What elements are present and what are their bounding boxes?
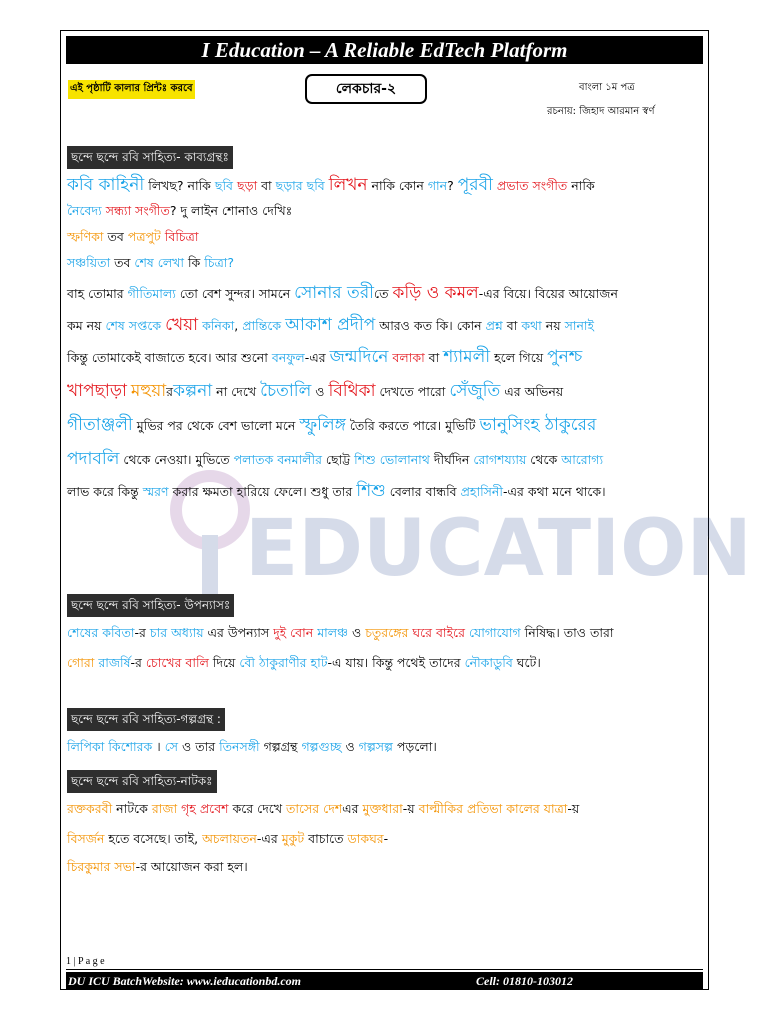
book-title: রোগশয্যায়: [473, 452, 527, 467]
book-title: সন্ধ্যা সংগীত: [105, 203, 170, 218]
book-title: কথা: [521, 318, 542, 333]
text-segment: দেখতে পারো: [375, 384, 450, 399]
book-title: শেষ সপ্তকে: [105, 318, 162, 333]
text-segment: বেলার বান্ধবি: [385, 484, 461, 499]
book-title: আকাশ প্রদীপ: [285, 315, 376, 335]
text-segment: -: [383, 831, 389, 846]
book-title: ছবি: [214, 178, 234, 193]
book-title: স্ফুলিঙ্গ: [299, 415, 346, 435]
book-title: স্মরণ: [142, 484, 169, 499]
subject-label: বাংলা ১ম পত্র: [579, 82, 635, 93]
book-title: গান: [427, 178, 448, 193]
text-segment: মুভির পর থেকে বেশ ভালো মনে: [132, 418, 300, 433]
text-segment: দিয়ে: [208, 655, 240, 670]
footer-phone: Cell: 01810-103012: [476, 974, 573, 988]
text-segment: -র আয়োজন করা হল।: [135, 859, 248, 874]
book-title: খেয়া: [165, 315, 199, 335]
section-heading: ছন্দে ছন্দে রবি সাহিত্য-নাটকঃ: [67, 770, 217, 793]
book-title: চিত্রা?: [204, 255, 235, 270]
text-segment: ?: [447, 178, 458, 193]
text-segment: নাটকে: [112, 801, 152, 816]
book-title: গোরা: [67, 655, 95, 670]
text-segment: বাহ তোমার: [67, 286, 128, 301]
book-title: বাল্মীকির প্রতিভা: [418, 801, 503, 816]
text-segment: ও: [341, 739, 359, 754]
text-segment: -র: [134, 625, 150, 640]
text-line: [67, 198, 701, 224]
text-line: [67, 312, 701, 338]
text-segment: -এর: [256, 831, 282, 846]
book-title: অচলায়তন: [202, 831, 257, 846]
book-title: শিশু ভোলানাথ: [354, 452, 430, 467]
book-title: লিপিকা: [67, 739, 105, 754]
book-title: প্রভাত সংগীত: [496, 178, 568, 193]
text-segment: -য়: [567, 801, 580, 816]
book-title: বৌ ঠাকুরাণীর হাট: [239, 655, 328, 670]
book-title: যোগাযোগ: [468, 625, 521, 640]
book-title: বিচিত্রা: [164, 229, 199, 244]
book-title: শেষের কবিতা: [67, 625, 135, 640]
book-title: কনিকা: [202, 318, 235, 333]
footer-divider: [66, 969, 703, 970]
text-segment: তৈরি করতে পারে। মুভিটি: [345, 418, 480, 433]
book-title: চিরকুমার সভা: [67, 859, 136, 874]
book-title: ডাকঘর: [347, 831, 384, 846]
book-title: সোনার তরী: [294, 283, 375, 303]
book-title: চার অধ্যায়: [149, 625, 204, 640]
book-title: কড়ি ও কমল: [392, 283, 479, 303]
text-line: [67, 280, 701, 306]
text-segment: হতে বসেছে। তাই,: [104, 831, 203, 846]
book-title: পুনশ্চ: [547, 347, 583, 367]
book-title: কিশোরক: [108, 739, 153, 754]
book-title: মহুয়া: [130, 381, 167, 401]
section-heading: ছন্দে ছন্দে রবি সাহিত্য-গল্পগ্রন্থ :: [67, 708, 225, 731]
text-segment: কম নয়: [67, 318, 106, 333]
book-title: লিখন: [328, 175, 368, 195]
text-segment: ছোট্ট: [321, 452, 355, 467]
book-title: ছড়া: [237, 178, 258, 193]
book-title: ছড়ার ছবি: [275, 178, 325, 193]
text-segment: বা: [257, 178, 276, 193]
text-line: [67, 224, 701, 250]
text-segment: ও: [311, 384, 329, 399]
text-segment: লিখছ? নাকি: [144, 178, 215, 193]
book-title: তাসের দেশ: [286, 801, 343, 816]
text-segment: করার ক্ষমতা হারিয়ে ফেলে। শুধু তার: [168, 484, 357, 499]
book-title: রক্তকরবী: [67, 801, 113, 816]
text-line: [67, 344, 701, 370]
book-title: স্ফণিকা: [67, 229, 104, 244]
book-title: চোখের বালি: [145, 655, 209, 670]
text-segment: না দেখে: [212, 384, 261, 399]
book-title: প্রান্তিকে: [242, 318, 282, 333]
text-segment: বাচাতে: [304, 831, 348, 846]
book-title: ভানুসিংহ ঠাকুরের: [479, 415, 597, 435]
text-segment: এর: [342, 801, 363, 816]
text-segment: কি: [183, 255, 205, 270]
book-title: মুকুট: [281, 831, 305, 846]
text-line: [67, 826, 701, 852]
text-segment: এর উপন্যাস: [203, 625, 274, 640]
text-segment: ঘটে।: [512, 655, 541, 670]
text-line: [67, 446, 701, 472]
text-segment: তব: [103, 229, 128, 244]
text-segment: -এর বিয়ে। বিয়ের আয়োজন: [478, 286, 618, 301]
book-title: রাজর্ষি: [98, 655, 131, 670]
text-segment: নাকি: [567, 178, 595, 193]
text-segment: লাভ করে কিন্তু: [67, 484, 143, 499]
text-segment: ? দু লাইন শোনাও দেখিঃ: [169, 203, 293, 218]
footer-website: DU ICU BatchWebsite: www.ieducationbd.com: [68, 974, 302, 988]
book-title: বিথিকা: [328, 381, 376, 401]
text-line: [67, 734, 701, 760]
text-segment: -য়: [402, 801, 419, 816]
text-segment: -এ যায়। কিন্তু পথেই তাদের: [327, 655, 465, 670]
text-segment: বা: [502, 318, 522, 333]
book-title: মালঞ্চ: [317, 625, 349, 640]
book-title: গল্পসল্প: [358, 739, 393, 754]
book-title: পলাতক বনমালীর: [233, 452, 322, 467]
page-number: 1 | P a g e: [66, 956, 105, 967]
book-title: বিসর্জন: [67, 831, 105, 846]
text-segment: এর অভিনয়: [500, 384, 564, 399]
text-segment: তো বেশ সুন্দর। সামনে: [175, 286, 295, 301]
book-title: নৈবেদ্য: [67, 203, 102, 218]
book-title: কল্পনা: [173, 381, 213, 401]
color-print-note: এই পৃষ্ঠাটি কালার প্রিন্টঃ করবে: [68, 80, 195, 99]
book-title: পূরবী: [457, 175, 493, 195]
page-header-title: I Education – A Reliable EdTech Platform: [66, 36, 703, 64]
text-segment: গল্পগ্রন্থ: [259, 739, 302, 754]
book-title: শ্যামলী: [443, 347, 491, 367]
book-title: প্রশ্ন: [485, 318, 503, 333]
book-title: সঞ্চয়িতা: [67, 255, 111, 270]
watermark-text: EDUCATION: [245, 504, 752, 594]
text-segment: -এর কথা মনে থাকে।: [502, 484, 606, 499]
text-segment: নিষিদ্ধ। তাও তারা: [520, 625, 614, 640]
text-segment: তে: [374, 286, 393, 301]
book-title: ঘরে বাইরে: [412, 625, 465, 640]
book-title: তিনসঙ্গী: [219, 739, 260, 754]
book-title: বলাকা: [392, 350, 425, 365]
book-title: নৌকাডুবি: [464, 655, 513, 670]
book-title: কালের যাত্রা: [506, 801, 568, 816]
book-title: পত্রপুট: [127, 229, 161, 244]
text-segment: -র: [130, 655, 146, 670]
text-segment: হলে গিয়ে: [490, 350, 548, 365]
text-segment: -এর: [304, 350, 330, 365]
text-segment: র: [166, 384, 174, 399]
text-segment: আরও কত কি। কোন: [375, 318, 486, 333]
book-title: শিশু: [356, 481, 386, 501]
book-title: সানাই: [564, 318, 595, 333]
text-line: [67, 796, 701, 822]
text-segment: থেকে নেওয়া। মুভিতে: [119, 452, 234, 467]
book-title: প্রহাসিনী: [460, 484, 503, 499]
text-segment: বা: [424, 350, 444, 365]
book-title: দুই বোন: [273, 625, 314, 640]
text-segment: দীর্ঘদিন: [429, 452, 474, 467]
text-segment: কিন্তু তোমাকেই বাজাতে হবে। আর শুনো: [67, 350, 272, 365]
book-title: সে: [164, 739, 179, 754]
text-segment: ও: [348, 625, 366, 640]
lecture-label: লেকচার-২: [305, 74, 427, 104]
text-line: [67, 412, 701, 438]
text-line: [67, 378, 701, 404]
text-line: [67, 650, 701, 676]
text-segment: নয়: [541, 318, 565, 333]
footer-bar: [66, 972, 703, 990]
text-line: [67, 620, 701, 646]
book-title: বনফুল: [271, 350, 305, 365]
book-title: পদাবলি: [67, 449, 120, 469]
book-title: চতুরঙ্গের: [365, 625, 409, 640]
section-heading: ছন্দে ছন্দে রবি সাহিত্য- উপন্যাসঃ: [67, 594, 234, 617]
book-title: রাজা: [151, 801, 178, 816]
book-title: গল্পগুচ্ছ: [301, 739, 342, 754]
text-segment: তব: [110, 255, 135, 270]
book-title: চৈতালি: [260, 381, 312, 401]
book-title: জন্মদিনে: [329, 347, 389, 367]
text-line: [67, 854, 701, 880]
text-line: [67, 250, 701, 276]
book-title: মুক্তধারা: [362, 801, 403, 816]
book-title: কবি কাহিনী: [67, 175, 145, 195]
text-segment: ,: [234, 318, 243, 333]
book-title: সেঁজুতি: [449, 381, 501, 401]
book-title: শেষ লেখা: [134, 255, 184, 270]
text-line: [67, 478, 701, 504]
text-segment: নাকি কোন: [367, 178, 428, 193]
text-segment: থেকে: [526, 452, 562, 467]
text-segment: করে দেখে: [228, 801, 286, 816]
book-title: গীতাঞ্জলী: [67, 415, 133, 435]
book-title: খাপছাড়া: [67, 381, 127, 401]
author-label: রচনায়: জিহাদ আরমান স্বর্ণ: [547, 106, 655, 117]
text-segment: ।: [152, 739, 165, 754]
section-heading: ছন্দে ছন্দে রবি সাহিত্য- কাব্যগ্রন্থঃ: [67, 146, 233, 169]
text-line: [67, 172, 701, 198]
book-title: আরোগ্য: [561, 452, 604, 467]
text-segment: পড়লো।: [392, 739, 437, 754]
book-title: গীতিমাল্য: [127, 286, 176, 301]
book-title: গৃহ প্রবেশ: [181, 801, 229, 816]
text-segment: ও তার: [178, 739, 220, 754]
